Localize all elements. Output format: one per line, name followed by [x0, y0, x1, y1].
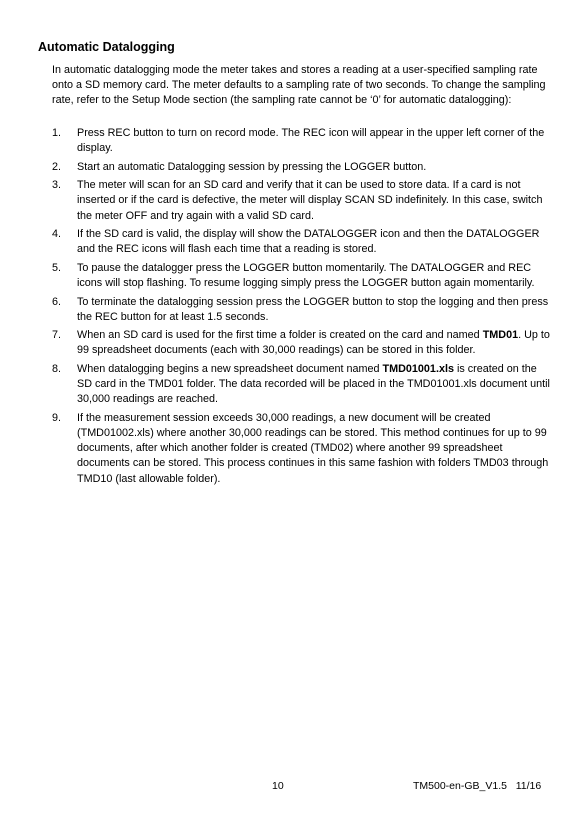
step-text-segment: To terminate the datalogging session press the LOGGER button to stop the logging and then press the REC button for at least 1.5 seconds. [77, 295, 549, 323]
step-number: 3. [52, 179, 62, 192]
step-number: 8. [52, 362, 62, 375]
list-item [52, 411, 552, 487]
step-text [77, 262, 534, 289]
step-text-segment: Press REC button to turn on record mode. The REC icon will appear in the upper left corner of the display. [77, 127, 545, 155]
step-text-segment: . Up to 99 spreadsheet documents (each with 30,000 readings) can be stored in this folder. [77, 329, 550, 357]
step-text-bold: TMD01 [482, 329, 519, 342]
list-item [52, 328, 552, 358]
step-number: 7. [52, 329, 62, 342]
step-text [77, 412, 548, 485]
step-number: 5. [52, 261, 62, 274]
page-number: 10 [272, 780, 284, 792]
step-text-segment: Start an automatic Datalogging session by pressing the LOGGER button. [77, 160, 427, 173]
list-item [52, 160, 552, 175]
step-text-segment: When datalogging begins a new spreadsheet document named [77, 362, 383, 375]
step-number: 2. [52, 160, 62, 173]
document-id: TM500-en-GB_V1.5 11/16 [413, 780, 542, 792]
step-text-segment: To pause the datalogger press the LOGGER button momentarily. The DATALOGGER and REC icons will stop flashing. To resume logging simply press the LOGGER button again momentarily. [77, 261, 535, 290]
list-item [52, 126, 552, 156]
step-text [77, 127, 544, 154]
step-number: 6. [52, 295, 62, 308]
list-item [52, 178, 552, 224]
step-text [77, 179, 542, 221]
steps-list [52, 126, 552, 490]
step-text-bold: TMD01001.xls [382, 362, 454, 375]
step-number: 1. [52, 127, 62, 139]
list-item [52, 261, 552, 291]
step-text-segment: If the SD card is valid, the display will show the DATALOGGER icon and then the DATALOGGER and the REC icons will flash each time that a reading is stored. [77, 228, 540, 256]
list-item [52, 362, 552, 408]
intro-paragraph: In automatic datalogging mode the meter takes and stores a reading at a user-specified sampling rate onto a SD memory card. The meter defaults to a sampling rate of two seconds. To change the sampling rate, refer to the Setup Mode section (the sampling rate cannot be ‘0’ for automatic datalogging): [52, 64, 546, 107]
step-text-segment: If the measurement session exceeds 30,000 readings, a new document will be created (TMD01002.xls) where another 30,000 readings can be stored. This method continues for up to 99 documents, after which another folder is created (TMD02) where another 99 spreadsheet documents can be stored. This process continues in this same fashion with folders TMD03 through TMD10 (last allowable folder). [77, 411, 549, 485]
step-text-segment: When an SD card is used for the first time a folder is created on the card and named [77, 329, 483, 342]
list-item [52, 295, 552, 325]
step-text [77, 363, 550, 405]
step-number: 4. [52, 228, 62, 241]
step-text [77, 161, 426, 173]
step-text [77, 329, 550, 356]
list-item [52, 227, 552, 257]
step-text [77, 296, 548, 323]
section-title: Automatic Datalogging [38, 40, 175, 54]
step-text-segment: The meter will scan for an SD card and verify that it can be used to store data. If a card is not inserted or if the card is defective, the meter will display SCAN SD indefinitely. In this case, switch the meter OFF and try again with a valid SD card. [77, 179, 543, 222]
step-number: 9. [52, 411, 62, 424]
step-text-segment: is created on the SD card in the TMD01 folder. The data recorded will be placed in the TMD01001.xls document until 30,000 readings are reached. [77, 362, 550, 406]
step-text [77, 228, 539, 255]
